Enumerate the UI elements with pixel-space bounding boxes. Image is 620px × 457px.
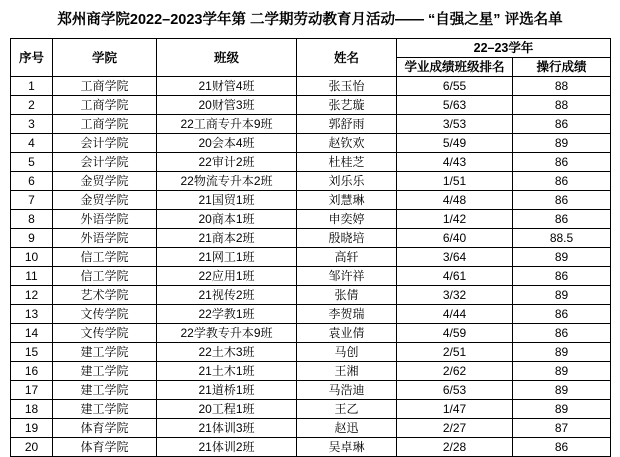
cell-rank: 6/53 — [397, 381, 513, 400]
cell-class: 21体训2班 — [157, 438, 297, 457]
cell-name: 刘慧琳 — [297, 191, 397, 210]
cell-rank: 3/32 — [397, 286, 513, 305]
column-header-name: 姓名 — [297, 39, 397, 77]
cell-name: 高轩 — [297, 248, 397, 267]
cell-score: 86 — [513, 172, 611, 191]
roster-table — [10, 38, 611, 457]
cell-name: 邹许祥 — [297, 267, 397, 286]
cell-name: 申奕婷 — [297, 210, 397, 229]
cell-no: 1 — [11, 77, 53, 96]
column-header-class: 班级 — [157, 39, 297, 77]
cell-class: 21国贸1班 — [157, 191, 297, 210]
column-header-rank: 学业成绩班级排名 — [397, 58, 513, 77]
cell-score: 89 — [513, 381, 611, 400]
cell-class: 22学教1班 — [157, 305, 297, 324]
cell-class: 21财管4班 — [157, 77, 297, 96]
cell-no: 3 — [11, 115, 53, 134]
cell-rank: 6/55 — [397, 77, 513, 96]
cell-name: 赵迅 — [297, 419, 397, 438]
cell-class: 21土木1班 — [157, 362, 297, 381]
cell-no: 17 — [11, 381, 53, 400]
cell-class: 21体训3班 — [157, 419, 297, 438]
cell-rank: 5/49 — [397, 134, 513, 153]
cell-name: 殷晓培 — [297, 229, 397, 248]
column-header-academic-year: 22–23学年 — [397, 39, 611, 58]
cell-rank: 3/64 — [397, 248, 513, 267]
cell-no: 9 — [11, 229, 53, 248]
table-row — [11, 153, 611, 172]
table-row — [11, 324, 611, 343]
cell-college: 信工学院 — [53, 248, 157, 267]
table-header — [11, 39, 611, 77]
cell-class: 21道桥1班 — [157, 381, 297, 400]
cell-no: 19 — [11, 419, 53, 438]
page-title: 郑州商学院2022–2023学年第 二学期劳动教育月活动—— “自强之星” 评选名单 — [57, 12, 563, 28]
cell-name: 杜桂芝 — [297, 153, 397, 172]
cell-college: 建工学院 — [53, 343, 157, 362]
cell-rank: 4/59 — [397, 324, 513, 343]
cell-name: 袁业倩 — [297, 324, 397, 343]
cell-college: 工商学院 — [53, 96, 157, 115]
cell-class: 22应用1班 — [157, 267, 297, 286]
cell-college: 信工学院 — [53, 267, 157, 286]
cell-no: 5 — [11, 153, 53, 172]
table-row — [11, 267, 611, 286]
table-header-row-group — [11, 39, 611, 58]
cell-class: 22工商专升本9班 — [157, 115, 297, 134]
cell-no: 20 — [11, 438, 53, 457]
cell-rank: 6/40 — [397, 229, 513, 248]
cell-score: 86 — [513, 153, 611, 172]
table-row — [11, 419, 611, 438]
cell-no: 13 — [11, 305, 53, 324]
cell-name: 张倩 — [297, 286, 397, 305]
cell-rank: 4/61 — [397, 267, 513, 286]
table-row — [11, 343, 611, 362]
table-row — [11, 381, 611, 400]
cell-rank: 2/62 — [397, 362, 513, 381]
cell-name: 王湘 — [297, 362, 397, 381]
cell-name: 郭舒雨 — [297, 115, 397, 134]
table-row — [11, 96, 611, 115]
cell-college: 金贸学院 — [53, 191, 157, 210]
cell-no: 18 — [11, 400, 53, 419]
cell-class: 22审计2班 — [157, 153, 297, 172]
cell-name: 赵钦欢 — [297, 134, 397, 153]
cell-score: 86 — [513, 210, 611, 229]
cell-college: 会计学院 — [53, 153, 157, 172]
cell-college: 建工学院 — [53, 381, 157, 400]
cell-score: 89 — [513, 400, 611, 419]
cell-no: 10 — [11, 248, 53, 267]
cell-college: 文传学院 — [53, 324, 157, 343]
cell-name: 张玉怡 — [297, 77, 397, 96]
table-row — [11, 191, 611, 210]
cell-score: 89 — [513, 286, 611, 305]
cell-college: 工商学院 — [53, 77, 157, 96]
cell-rank: 1/51 — [397, 172, 513, 191]
cell-no: 7 — [11, 191, 53, 210]
cell-score: 86 — [513, 305, 611, 324]
cell-rank: 4/43 — [397, 153, 513, 172]
cell-college: 文传学院 — [53, 305, 157, 324]
table-row — [11, 400, 611, 419]
cell-name: 刘乐乐 — [297, 172, 397, 191]
cell-rank: 2/28 — [397, 438, 513, 457]
table-row — [11, 305, 611, 324]
table-row — [11, 115, 611, 134]
cell-class: 20工程1班 — [157, 400, 297, 419]
table-row — [11, 248, 611, 267]
table-row — [11, 77, 611, 96]
cell-class: 20会本4班 — [157, 134, 297, 153]
cell-no: 14 — [11, 324, 53, 343]
cell-score: 89 — [513, 362, 611, 381]
cell-name: 吴卓琳 — [297, 438, 397, 457]
cell-rank: 4/48 — [397, 191, 513, 210]
column-header-college: 学院 — [53, 39, 157, 77]
table-body — [11, 77, 611, 457]
cell-score: 88 — [513, 96, 611, 115]
cell-no: 2 — [11, 96, 53, 115]
cell-class: 22物流专升本2班 — [157, 172, 297, 191]
cell-no: 11 — [11, 267, 53, 286]
cell-rank: 2/27 — [397, 419, 513, 438]
cell-class: 20财管3班 — [157, 96, 297, 115]
cell-college: 艺术学院 — [53, 286, 157, 305]
table-row — [11, 229, 611, 248]
cell-class: 21视传2班 — [157, 286, 297, 305]
cell-college: 体育学院 — [53, 419, 157, 438]
cell-college: 建工学院 — [53, 362, 157, 381]
cell-name: 李贺瑞 — [297, 305, 397, 324]
cell-college: 外语学院 — [53, 229, 157, 248]
cell-college: 金贸学院 — [53, 172, 157, 191]
cell-college: 体育学院 — [53, 438, 157, 457]
table-row — [11, 438, 611, 457]
cell-score: 86 — [513, 438, 611, 457]
cell-no: 12 — [11, 286, 53, 305]
cell-score: 86 — [513, 115, 611, 134]
cell-no: 8 — [11, 210, 53, 229]
cell-class: 20商本1班 — [157, 210, 297, 229]
table-row — [11, 286, 611, 305]
cell-college: 建工学院 — [53, 400, 157, 419]
cell-score: 87 — [513, 419, 611, 438]
column-header-score: 操行成绩 — [513, 58, 611, 77]
cell-rank: 5/63 — [397, 96, 513, 115]
cell-name: 张艺璇 — [297, 96, 397, 115]
cell-score: 89 — [513, 248, 611, 267]
column-header-no: 序号 — [11, 39, 53, 77]
cell-class: 21网工1班 — [157, 248, 297, 267]
cell-no: 4 — [11, 134, 53, 153]
table-row — [11, 210, 611, 229]
cell-college: 外语学院 — [53, 210, 157, 229]
table-row — [11, 362, 611, 381]
cell-name: 马浩迪 — [297, 381, 397, 400]
cell-rank: 4/44 — [397, 305, 513, 324]
cell-no: 15 — [11, 343, 53, 362]
table-row — [11, 172, 611, 191]
cell-rank: 2/51 — [397, 343, 513, 362]
cell-score: 89 — [513, 343, 611, 362]
cell-college: 工商学院 — [53, 115, 157, 134]
cell-rank: 3/53 — [397, 115, 513, 134]
cell-rank: 1/47 — [397, 400, 513, 419]
cell-class: 21商本2班 — [157, 229, 297, 248]
cell-score: 88.5 — [513, 229, 611, 248]
cell-no: 16 — [11, 362, 53, 381]
cell-class: 22土木3班 — [157, 343, 297, 362]
cell-score: 86 — [513, 191, 611, 210]
cell-score: 89 — [513, 134, 611, 153]
cell-college: 会计学院 — [53, 134, 157, 153]
table-row — [11, 134, 611, 153]
cell-class: 22学教专升本9班 — [157, 324, 297, 343]
cell-rank: 1/42 — [397, 210, 513, 229]
cell-score: 88 — [513, 77, 611, 96]
cell-score: 86 — [513, 324, 611, 343]
cell-score: 86 — [513, 267, 611, 286]
cell-name: 马创 — [297, 343, 397, 362]
cell-name: 王乙 — [297, 400, 397, 419]
cell-no: 6 — [11, 172, 53, 191]
